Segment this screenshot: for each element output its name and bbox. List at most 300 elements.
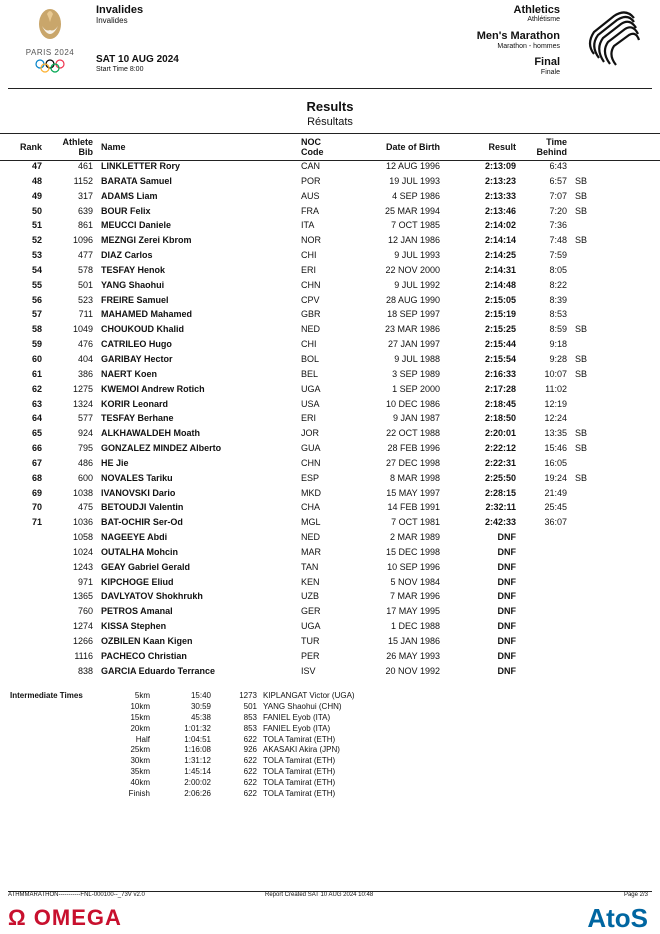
venue-fr: Invalides bbox=[96, 16, 128, 25]
cell-rank: 68 bbox=[31, 472, 42, 483]
cell-dob: 20 NOV 1992 bbox=[385, 665, 440, 676]
cell-tb: 10:07 bbox=[544, 368, 567, 379]
cell-tb: 11:02 bbox=[545, 383, 567, 394]
cell-rank: 64 bbox=[31, 413, 42, 424]
cell-bib: 1036 bbox=[72, 517, 93, 528]
cell-result: 2:13:46 bbox=[484, 205, 516, 216]
results-table-header bbox=[0, 133, 660, 161]
cell-rank: 50 bbox=[31, 205, 42, 216]
sport-fr: Athlétisme bbox=[527, 16, 560, 23]
cell-rec: SB bbox=[575, 353, 588, 364]
cell-result: DNF bbox=[497, 621, 516, 632]
split-time: 2:00:02 bbox=[184, 778, 211, 788]
split-time: 30:59 bbox=[190, 701, 211, 711]
cell-rank: 71 bbox=[31, 517, 42, 528]
cell-result: 2:28:15 bbox=[484, 487, 516, 498]
cell-bib: 486 bbox=[77, 457, 93, 468]
cell-tb: 7:36 bbox=[549, 220, 567, 231]
split-time: 45:38 bbox=[190, 712, 211, 722]
cell-dob: 8 MAR 1998 bbox=[389, 472, 440, 483]
cell-result: 2:16:33 bbox=[484, 368, 516, 379]
cell-tb: 12:24 bbox=[544, 413, 567, 424]
cell-bib: 861 bbox=[77, 220, 93, 231]
table-row bbox=[0, 307, 660, 322]
intermediate-row bbox=[0, 691, 660, 702]
split-bib: 926 bbox=[243, 745, 257, 755]
cell-noc: CHI bbox=[301, 250, 317, 261]
athletics-track-icon bbox=[584, 10, 642, 68]
col-noc-2: Code bbox=[301, 147, 324, 157]
col-name: Name bbox=[101, 142, 126, 152]
table-row bbox=[0, 218, 660, 233]
cell-rank: 62 bbox=[31, 383, 42, 394]
intermediate-row bbox=[0, 789, 660, 800]
cell-noc: CAN bbox=[301, 161, 321, 171]
table-row bbox=[0, 322, 660, 337]
cell-tb: 9:28 bbox=[549, 353, 567, 364]
col-time-behind-1: Time bbox=[546, 137, 567, 147]
cell-bib: 1365 bbox=[72, 591, 93, 602]
split-name: TOLA Tamirat (ETH) bbox=[263, 756, 336, 766]
cell-bib: 317 bbox=[77, 190, 93, 201]
cell-dob: 9 JUL 1988 bbox=[394, 353, 440, 364]
cell-rank: 56 bbox=[31, 294, 42, 305]
cell-dob: 9 JUL 1993 bbox=[394, 250, 440, 261]
cell-tb: 8:22 bbox=[549, 279, 567, 290]
cell-dob: 26 MAY 1993 bbox=[386, 650, 440, 661]
split-name: FANIEL Eyob (ITA) bbox=[263, 712, 331, 722]
cell-rec: SB bbox=[575, 472, 588, 483]
cell-name: MAHAMED Mahamed bbox=[101, 309, 193, 320]
cell-name: DIAZ Carlos bbox=[101, 250, 153, 261]
cell-tb: 16:05 bbox=[544, 457, 567, 468]
cell-name: BETOUDJI Valentin bbox=[101, 502, 184, 513]
cell-name: MEUCCI Daniele bbox=[101, 220, 172, 231]
start-time: Start Time 8:00 bbox=[96, 66, 144, 73]
cell-rank: 47 bbox=[31, 161, 42, 171]
cell-noc: AUS bbox=[301, 190, 320, 201]
cell-result: 2:20:01 bbox=[484, 428, 516, 439]
cell-rec: SB bbox=[575, 190, 588, 201]
table-row bbox=[0, 441, 660, 456]
table-row bbox=[0, 411, 660, 426]
table-row bbox=[0, 456, 660, 471]
split-dist: 40km bbox=[130, 778, 150, 788]
cell-noc: ISV bbox=[301, 665, 316, 676]
cell-rank: 69 bbox=[31, 487, 42, 498]
table-row bbox=[0, 500, 660, 515]
cell-dob: 25 MAR 1994 bbox=[384, 205, 440, 216]
cell-name: ALKHAWALDEH Moath bbox=[101, 428, 200, 439]
cell-noc: TAN bbox=[301, 561, 319, 572]
phase: Final bbox=[534, 56, 560, 68]
table-row bbox=[0, 530, 660, 545]
cell-name: FREIRE Samuel bbox=[101, 294, 169, 305]
cell-rank: 52 bbox=[31, 235, 42, 246]
cell-bib: 1152 bbox=[73, 175, 93, 186]
split-bib: 622 bbox=[243, 789, 257, 799]
cell-bib: 477 bbox=[77, 250, 93, 261]
cell-bib: 971 bbox=[77, 576, 93, 587]
cell-bib: 1049 bbox=[72, 324, 93, 335]
cell-dob: 1 SEP 2000 bbox=[392, 383, 440, 394]
cell-tb: 8:39 bbox=[549, 294, 567, 305]
cell-bib: 1024 bbox=[72, 546, 93, 557]
cell-result: DNF bbox=[497, 650, 516, 661]
split-time: 15:40 bbox=[190, 691, 211, 700]
table-row bbox=[0, 575, 660, 590]
cell-rank: 54 bbox=[31, 264, 42, 275]
table-row bbox=[0, 634, 660, 649]
cell-tb: 36:07 bbox=[544, 517, 567, 528]
cell-noc: PER bbox=[301, 650, 320, 661]
cell-bib: 1038 bbox=[72, 487, 93, 498]
cell-name: GARCIA Eduardo Terrance bbox=[101, 665, 216, 676]
cell-noc: ERI bbox=[301, 264, 317, 275]
cell-noc: NOR bbox=[301, 235, 321, 246]
intermediate-row bbox=[0, 778, 660, 789]
cell-rank: 67 bbox=[31, 457, 42, 468]
cell-noc: MAR bbox=[301, 546, 321, 557]
split-dist: 25km bbox=[130, 745, 150, 755]
cell-noc: BOL bbox=[301, 353, 320, 364]
cell-noc: CHI bbox=[301, 339, 317, 350]
venue: Invalides bbox=[96, 4, 144, 16]
cell-bib: 386 bbox=[77, 368, 93, 379]
table-row bbox=[0, 486, 660, 501]
table-row bbox=[0, 382, 660, 397]
cell-dob: 5 NOV 1984 bbox=[390, 576, 440, 587]
cell-tb: 15:46 bbox=[544, 443, 567, 454]
cell-bib: 523 bbox=[77, 294, 93, 305]
cell-noc: USA bbox=[301, 398, 320, 409]
cell-tb: 25:45 bbox=[544, 502, 567, 513]
cell-name: YANG Shaohui bbox=[101, 279, 165, 290]
split-dist: 35km bbox=[130, 767, 150, 777]
cell-name: OZBILEN Kaan Kigen bbox=[101, 636, 193, 646]
cell-bib: 1275 bbox=[72, 383, 93, 394]
cell-result: DNF bbox=[497, 561, 516, 572]
cell-bib: 1243 bbox=[72, 561, 93, 572]
intermediate-row bbox=[0, 756, 660, 767]
cell-dob: 10 DEC 1986 bbox=[385, 398, 440, 409]
cell-result: 2:13:33 bbox=[484, 190, 516, 201]
cell-noc: ERI bbox=[301, 413, 317, 424]
col-rank: Rank bbox=[20, 142, 43, 152]
cell-tb: 21:49 bbox=[544, 487, 567, 498]
cell-rank: 58 bbox=[31, 324, 42, 335]
split-dist: Finish bbox=[128, 789, 150, 799]
split-name: TOLA Tamirat (ETH) bbox=[263, 734, 336, 744]
cell-result: 2:14:25 bbox=[484, 250, 516, 261]
header-divider bbox=[8, 88, 652, 89]
split-name: TOLA Tamirat (ETH) bbox=[263, 778, 336, 788]
cell-tb: 7:59 bbox=[549, 250, 567, 261]
table-row bbox=[0, 604, 660, 619]
page-number: Page 2/3 bbox=[623, 892, 648, 898]
split-bib: 622 bbox=[243, 778, 257, 788]
cell-rec: SB bbox=[575, 368, 588, 379]
table-row bbox=[0, 189, 660, 204]
cell-name: NAERT Koen bbox=[101, 368, 157, 379]
cell-result: 2:25:50 bbox=[484, 472, 516, 483]
cell-result: 2:15:05 bbox=[484, 294, 516, 305]
cell-bib: 760 bbox=[77, 606, 93, 617]
cell-dob: 14 FEB 1991 bbox=[387, 502, 440, 513]
cell-rec: SB bbox=[575, 428, 588, 439]
col-bib-2: Bib bbox=[78, 147, 93, 157]
paris-2024-logo bbox=[20, 8, 80, 74]
split-name: TOLA Tamirat (ETH) bbox=[263, 789, 336, 799]
cell-rank: 70 bbox=[31, 502, 42, 513]
cell-name: KORIR Leonard bbox=[101, 398, 169, 409]
cell-result: DNF bbox=[497, 576, 516, 587]
cell-rank: 61 bbox=[31, 368, 42, 379]
intermediate-row bbox=[0, 702, 660, 713]
cell-bib: 475 bbox=[77, 502, 93, 513]
event-name-fr: Marathon - hommes bbox=[497, 43, 560, 50]
cell-noc: MGL bbox=[301, 517, 321, 528]
table-row bbox=[0, 471, 660, 486]
intermediate-row bbox=[0, 767, 660, 778]
cell-tb: 8:53 bbox=[549, 309, 567, 320]
cell-result: 2:32:11 bbox=[485, 502, 516, 513]
split-bib: 853 bbox=[243, 712, 257, 722]
split-bib: 622 bbox=[243, 767, 257, 777]
cell-rec: SB bbox=[575, 324, 588, 335]
cell-dob: 22 OCT 1988 bbox=[386, 428, 440, 439]
cell-name: KISSA Stephen bbox=[101, 621, 167, 632]
split-dist: 20km bbox=[130, 723, 150, 733]
cell-tb: 8:59 bbox=[549, 324, 567, 335]
cell-bib: 1096 bbox=[72, 235, 93, 246]
split-time: 1:01:32 bbox=[184, 723, 211, 733]
split-time: 1:16:08 bbox=[184, 745, 211, 755]
cell-dob: 10 SEP 1996 bbox=[387, 561, 440, 572]
cell-rank: 53 bbox=[31, 250, 42, 261]
cell-noc: GBR bbox=[301, 309, 321, 320]
cell-noc: FRA bbox=[301, 205, 319, 216]
cell-result: 2:14:14 bbox=[484, 235, 516, 246]
intermediate-times-label: Intermediate Times bbox=[10, 691, 83, 700]
cell-name: BARATA Samuel bbox=[101, 175, 172, 186]
col-dob: Date of Birth bbox=[386, 142, 440, 152]
cell-dob: 12 JAN 1986 bbox=[387, 235, 440, 246]
cell-tb: 7:07 bbox=[549, 190, 567, 201]
cell-dob: 12 AUG 1996 bbox=[385, 161, 440, 171]
table-row bbox=[0, 248, 660, 263]
cell-noc: BEL bbox=[301, 368, 319, 379]
cell-dob: 9 JUL 1992 bbox=[394, 279, 440, 290]
split-time: 1:45:14 bbox=[184, 767, 211, 777]
cell-result: 2:18:50 bbox=[484, 413, 516, 424]
cell-dob: 23 MAR 1986 bbox=[384, 324, 440, 335]
cell-bib: 795 bbox=[77, 443, 93, 454]
split-time: 1:04:51 bbox=[184, 734, 211, 744]
cell-tb: 8:05 bbox=[549, 264, 567, 275]
document-code: ATHMMARATHON-----------FNL-000100--_73V v2.0 bbox=[8, 892, 145, 898]
cell-dob: 27 DEC 1998 bbox=[385, 457, 440, 468]
cell-bib: 924 bbox=[77, 428, 93, 439]
split-bib: 622 bbox=[243, 734, 257, 744]
col-bib-1: Athlete bbox=[62, 137, 93, 147]
table-row bbox=[0, 204, 660, 219]
cell-bib: 577 bbox=[77, 413, 93, 424]
cell-name: BAT-OCHIR Ser-Od bbox=[101, 517, 183, 528]
cell-rank: 57 bbox=[31, 309, 42, 320]
table-row bbox=[0, 619, 660, 634]
split-bib: 853 bbox=[243, 723, 257, 733]
phase-fr: Finale bbox=[540, 69, 560, 76]
cell-dob: 1 DEC 1988 bbox=[390, 621, 440, 632]
table-row bbox=[0, 664, 660, 679]
cell-dob: 9 JAN 1987 bbox=[392, 413, 440, 424]
page-title: Results bbox=[306, 99, 354, 114]
cell-noc: CPV bbox=[301, 294, 320, 305]
cell-dob: 17 MAY 1995 bbox=[386, 606, 440, 617]
table-row bbox=[0, 367, 660, 382]
split-name: AKASAKI Akira (JPN) bbox=[263, 745, 340, 755]
cell-result: 2:22:12 bbox=[484, 443, 516, 454]
cell-dob: 22 NOV 2000 bbox=[385, 264, 440, 275]
table-row bbox=[0, 174, 660, 189]
cell-name: TESFAY Berhane bbox=[101, 413, 174, 424]
cell-noc: MKD bbox=[301, 487, 321, 498]
cell-bib: 578 bbox=[77, 264, 93, 275]
cell-noc: GUA bbox=[301, 443, 321, 454]
cell-rec: SB bbox=[575, 443, 588, 454]
cell-name: MEZNGI Zerei Kbrom bbox=[101, 235, 192, 246]
cell-bib: 501 bbox=[77, 279, 93, 290]
cell-bib: 639 bbox=[77, 205, 93, 216]
cell-dob: 7 OCT 1985 bbox=[391, 220, 440, 231]
cell-name: NOVALES Tariku bbox=[101, 472, 173, 483]
cell-result: 2:14:48 bbox=[484, 279, 516, 290]
table-row bbox=[0, 278, 660, 293]
cell-tb: 6:43 bbox=[549, 161, 567, 171]
cell-noc: TUR bbox=[301, 636, 320, 646]
cell-bib: 1116 bbox=[74, 650, 93, 661]
cell-dob: 18 SEP 1997 bbox=[387, 309, 440, 320]
cell-noc: CHN bbox=[301, 279, 321, 290]
cell-rank: 59 bbox=[31, 339, 42, 350]
cell-name: KIPCHOGE Eliud bbox=[101, 576, 174, 587]
split-name: TOLA Tamirat (ETH) bbox=[263, 767, 336, 777]
cell-name: OUTALHA Mohcin bbox=[101, 546, 178, 557]
split-bib: 1273 bbox=[239, 691, 257, 700]
cell-dob: 7 OCT 1981 bbox=[391, 517, 440, 528]
cell-rank: 51 bbox=[31, 220, 42, 231]
intermediate-row bbox=[0, 724, 660, 735]
table-row bbox=[0, 352, 660, 367]
table-row bbox=[0, 426, 660, 441]
col-noc-1: NOC bbox=[301, 137, 321, 147]
cell-dob: 15 JAN 1986 bbox=[387, 636, 440, 646]
cell-result: 2:15:44 bbox=[484, 339, 516, 350]
cell-result: 2:17:28 bbox=[484, 383, 516, 394]
split-dist: 15km bbox=[130, 712, 150, 722]
split-bib: 622 bbox=[243, 756, 257, 766]
table-row bbox=[0, 515, 660, 530]
split-time: 1:31:12 bbox=[184, 756, 211, 766]
cell-name: TESFAY Henok bbox=[101, 264, 166, 275]
omega-logo: Ω OMEGA bbox=[8, 905, 122, 930]
cell-name: NAGEEYE Abdi bbox=[101, 532, 168, 543]
cell-rank: 63 bbox=[31, 398, 42, 409]
cell-dob: 19 JUL 1993 bbox=[389, 175, 440, 186]
cell-noc: KEN bbox=[301, 576, 320, 587]
cell-noc: NED bbox=[301, 324, 321, 335]
cell-result: DNF bbox=[497, 532, 516, 543]
cell-result: DNF bbox=[497, 636, 516, 646]
cell-name: HE Jie bbox=[101, 457, 129, 468]
col-time-behind-2: Behind bbox=[536, 147, 567, 157]
cell-dob: 15 MAY 1997 bbox=[386, 487, 440, 498]
cell-tb: 12:19 bbox=[544, 398, 567, 409]
table-row bbox=[0, 263, 660, 278]
cell-name: CHOUKOUD Khalid bbox=[101, 324, 184, 335]
cell-rank: 60 bbox=[31, 353, 42, 364]
cell-bib: 1266 bbox=[72, 636, 93, 646]
cell-noc: UZB bbox=[301, 591, 319, 602]
col-result: Result bbox=[488, 142, 516, 152]
cell-tb: 13:35 bbox=[544, 428, 567, 439]
cell-rank: 48 bbox=[31, 175, 42, 186]
split-name: FANIEL Eyob (ITA) bbox=[263, 723, 331, 733]
cell-dob: 27 JAN 1997 bbox=[387, 339, 440, 350]
cell-result: DNF bbox=[497, 591, 516, 602]
cell-bib: 476 bbox=[77, 339, 93, 350]
table-row bbox=[0, 649, 660, 664]
cell-bib: 404 bbox=[77, 353, 93, 364]
cell-dob: 28 FEB 1996 bbox=[387, 443, 440, 454]
cell-bib: 838 bbox=[77, 665, 93, 676]
intermediate-times-table bbox=[0, 691, 660, 800]
cell-result: 2:14:31 bbox=[484, 264, 516, 275]
cell-dob: 3 SEP 1989 bbox=[392, 368, 440, 379]
split-dist: 5km bbox=[134, 691, 150, 700]
cell-name: IVANOVSKI Dario bbox=[101, 487, 176, 498]
table-row bbox=[0, 545, 660, 560]
cell-tb: 6:57 bbox=[549, 175, 567, 186]
table-row bbox=[0, 159, 660, 174]
page-title-fr: Résultats bbox=[307, 116, 353, 128]
cell-rank: 66 bbox=[31, 443, 42, 454]
split-bib: 501 bbox=[243, 701, 257, 711]
cell-name: KWEMOI Andrew Rotich bbox=[101, 383, 205, 394]
split-dist: 10km bbox=[130, 701, 150, 711]
cell-bib: 1274 bbox=[72, 621, 93, 632]
table-row bbox=[0, 397, 660, 412]
cell-dob: 2 MAR 1989 bbox=[389, 532, 440, 543]
cell-result: DNF bbox=[497, 606, 516, 617]
cell-noc: CHN bbox=[301, 457, 321, 468]
split-name: KIPLANGAT Victor (UGA) bbox=[263, 691, 355, 700]
cell-rec: SB bbox=[575, 235, 588, 246]
intermediate-row bbox=[0, 713, 660, 724]
cell-name: GEAY Gabriel Gerald bbox=[101, 561, 191, 572]
cell-name: GONZALEZ MINDEZ Alberto bbox=[101, 443, 222, 454]
cell-tb: 7:20 bbox=[549, 205, 567, 216]
cell-noc: POR bbox=[301, 175, 321, 186]
cell-result: 2:15:25 bbox=[484, 324, 516, 335]
cell-bib: 1324 bbox=[72, 398, 93, 409]
cell-result: DNF bbox=[497, 546, 516, 557]
cell-result: 2:15:54 bbox=[484, 353, 516, 364]
cell-rank: 65 bbox=[31, 428, 42, 439]
cell-noc: ITA bbox=[301, 220, 315, 231]
cell-tb: 19:24 bbox=[544, 472, 567, 483]
